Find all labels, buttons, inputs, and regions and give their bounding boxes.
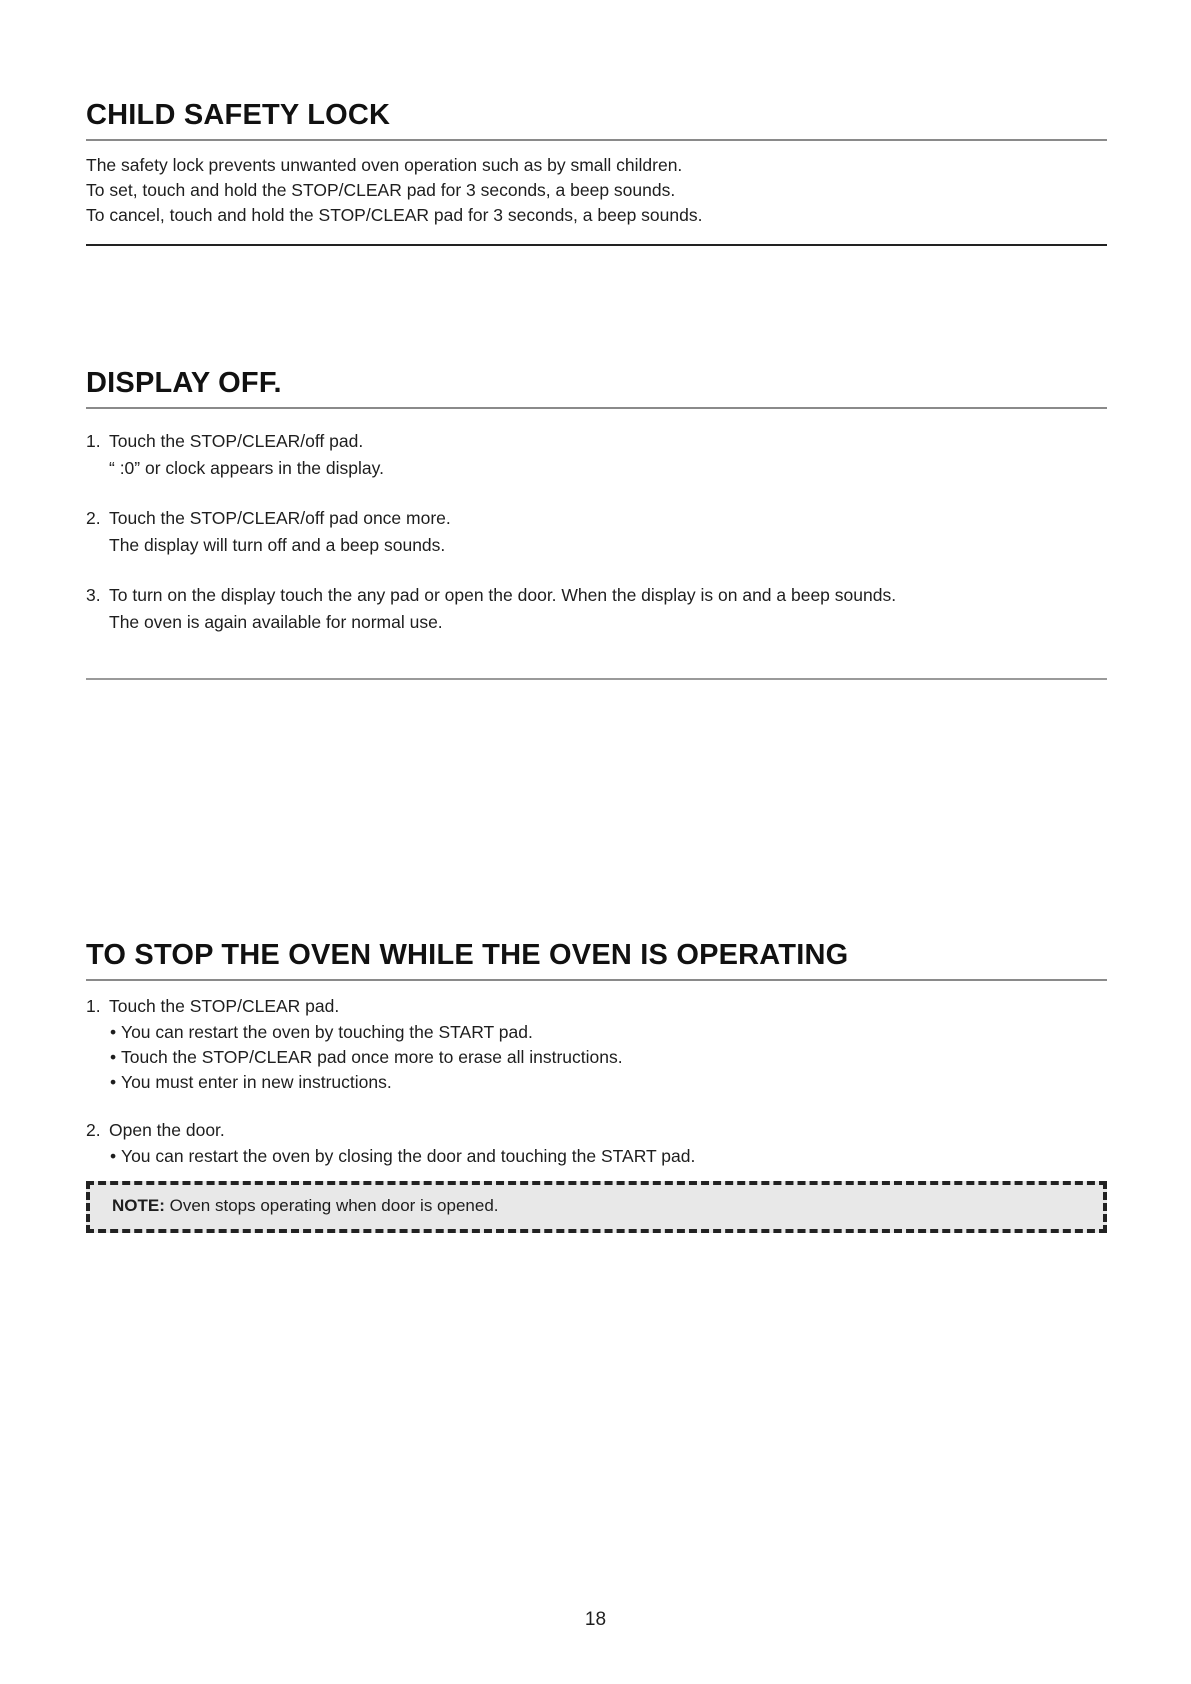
section-divider [86,244,1107,246]
note-text [112,1195,499,1217]
bullet-text: You can restart the oven by touching the START pad. [121,1022,533,1042]
child-lock-line-2: To set, touch and hold the STOP/CLEAR pad for 3 seconds, a beep sounds. [86,180,676,200]
bullet-item: • You must enter in new instructions. [110,1072,392,1092]
page-number: 18 [584,1609,607,1630]
step-text: Open the door. [109,1120,225,1140]
display-off-section [86,365,1107,636]
bullet-item: • You can restart the oven by touching the START pad. [110,1022,533,1042]
display-off-step-1 [86,428,1107,482]
step-text: To turn on the display touch the any pad or open the door. When the display is on and a beep sounds. [109,585,897,605]
stop-oven-step-1 [86,993,1107,1095]
display-off-step-2 [86,505,1107,559]
step-text: Touch the STOP/CLEAR/off pad once more. [109,508,451,528]
bullet-text: Touch the STOP/CLEAR pad once more to erase all instructions. [121,1047,623,1067]
note-box [86,1181,1107,1233]
note-label: NOTE: [112,1196,165,1215]
step-subtext: The oven is again available for normal use. [109,612,443,632]
section-divider [86,678,1107,680]
child-lock-line-1: The safety lock prevents unwanted oven operation such as by small children. [86,155,683,175]
step-number: 3. [86,585,101,605]
bullet-text: You can restart the oven by closing the door and touching the START pad. [121,1146,696,1166]
step-text: Touch the STOP/CLEAR pad. [109,996,340,1016]
stop-oven-title: TO STOP THE OVEN WHILE THE OVEN IS OPERATING [86,939,849,971]
stop-oven-section [86,937,1107,1169]
child-lock-line-3: To cancel, touch and hold the STOP/CLEAR pad for 3 seconds, a beep sounds. [86,205,703,225]
display-off-step-3 [86,582,1107,636]
step-subtext: The display will turn off and a beep sounds. [109,535,446,555]
step-subtext: “ :0” or clock appears in the display. [109,458,384,478]
step-text: Touch the STOP/CLEAR/off pad. [109,431,364,451]
bullet-item: • You can restart the oven by closing the door and touching the START pad. [110,1146,696,1166]
note-body: Oven stops operating when door is opened. [169,1196,499,1215]
step-number: 2. [86,508,101,528]
step-number: 2. [86,1120,101,1140]
stop-oven-step-2 [86,1117,1107,1169]
display-off-title: DISPLAY OFF. [86,367,282,399]
child-safety-lock-title: CHILD SAFETY LOCK [86,99,391,131]
step-number: 1. [86,996,101,1016]
bullet-item: • Touch the STOP/CLEAR pad once more to erase all instructions. [110,1047,623,1067]
child-safety-lock-section [86,97,1107,228]
bullet-text: You must enter in new instructions. [121,1072,392,1092]
step-number: 1. [86,431,101,451]
